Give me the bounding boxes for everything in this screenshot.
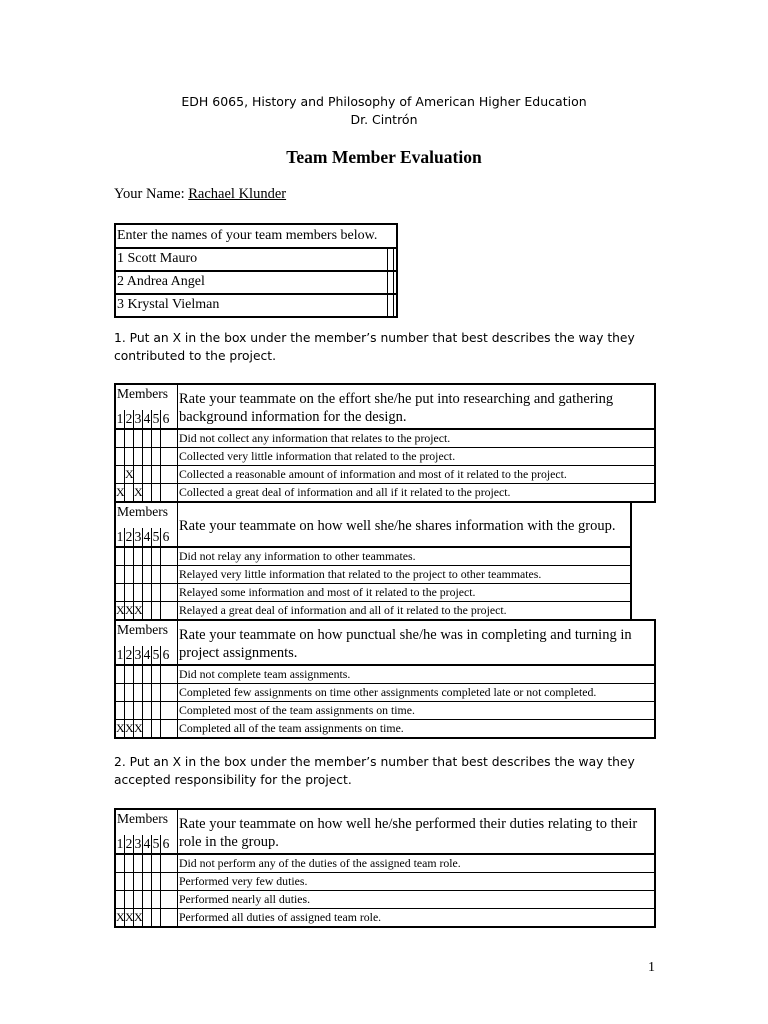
member-mark-cell[interactable]: X — [125, 910, 134, 924]
rating-description: Collected very little information that related to the project. — [179, 449, 456, 463]
rating-table-header — [116, 503, 630, 548]
member-mark-cell[interactable] — [143, 720, 152, 737]
member-number: 5 — [152, 836, 160, 851]
rating-table-sharing — [114, 501, 632, 621]
rating-table-research — [114, 383, 656, 503]
member-mark-cell[interactable]: X — [134, 910, 143, 924]
members-label: Members — [117, 386, 168, 401]
rating-table-header — [116, 385, 654, 430]
member-mark-cells — [116, 702, 178, 719]
member-mark-cell[interactable] — [143, 873, 152, 890]
member-mark-cell[interactable] — [161, 720, 171, 737]
member-mark-cell[interactable] — [134, 873, 143, 890]
member-mark-cell[interactable] — [125, 666, 134, 683]
member-mark-cell[interactable] — [116, 855, 125, 872]
member-mark-cell[interactable] — [125, 873, 134, 890]
member-mark-cell[interactable] — [116, 566, 125, 583]
member-mark-cell[interactable] — [152, 566, 161, 583]
member-mark-cell[interactable] — [125, 702, 134, 719]
rating-row — [116, 584, 630, 602]
member-mark-cells — [116, 430, 178, 447]
rating-row — [116, 873, 654, 891]
member-number: 5 — [152, 411, 160, 426]
member-mark-cell[interactable] — [134, 702, 143, 719]
member-mark-cells — [116, 584, 178, 601]
rating-question — [178, 621, 654, 664]
member-mark-cell[interactable] — [161, 873, 171, 890]
rating-row — [116, 702, 654, 720]
member-mark-cell[interactable] — [152, 484, 161, 501]
member-mark-cell[interactable] — [152, 855, 161, 872]
member-mark-cell[interactable] — [125, 548, 134, 565]
member-mark-cell[interactable] — [116, 702, 125, 719]
member-mark-cells — [116, 548, 178, 565]
member-mark-cell[interactable] — [143, 602, 152, 619]
course-line: EDH 6065, History and Philosophy of American Higher Education — [181, 94, 587, 109]
member-mark-cell[interactable] — [116, 548, 125, 565]
rating-description: Completed most of the team assignments on time. — [179, 703, 415, 717]
member-mark-cell[interactable] — [116, 448, 125, 465]
member-mark-cell[interactable] — [143, 666, 152, 683]
member-mark-cells — [116, 466, 178, 483]
team-member-row — [116, 272, 396, 295]
rating-description: Collected a great deal of information and all if it related to the project. — [179, 485, 511, 499]
member-mark-cells — [116, 484, 178, 501]
rating-description: Performed nearly all duties. — [179, 892, 311, 906]
member-mark-cell[interactable] — [134, 448, 143, 465]
team-members-header: Enter the names of your team members below. — [116, 225, 396, 249]
rating-question-text: Rate your teammate on the effort she/he put into researching and gathering background information for the design. — [179, 390, 614, 425]
member-mark-cells — [116, 566, 178, 583]
members-column-header — [116, 810, 178, 853]
rating-description: Relayed a great deal of information and all of it related to the project. — [179, 603, 507, 617]
rating-description: Did not collect any information that relates to the project. — [179, 431, 451, 445]
member-mark-cell[interactable] — [143, 855, 152, 872]
member-mark-cell[interactable] — [134, 584, 143, 601]
member-number: 3 — [134, 529, 142, 544]
rating-question — [178, 385, 654, 428]
rating-row — [116, 548, 630, 566]
rating-question-text: Rate your teammate on how punctual she/he was in completing and turning in project assignments. — [179, 626, 632, 661]
member-mark-cell[interactable]: X — [134, 721, 143, 735]
member-number: 4 — [143, 529, 151, 544]
team-member-name: 3 Krystal Vielman — [117, 297, 220, 312]
rating-row — [116, 720, 654, 737]
your-name-value: Rachael Klunder — [188, 186, 287, 202]
member-mark-cells — [116, 666, 178, 683]
member-number: 2 — [125, 529, 133, 544]
members-column-header — [116, 503, 178, 546]
member-mark-cell[interactable] — [161, 548, 171, 565]
member-number: 3 — [134, 647, 142, 662]
member-mark-cell[interactable] — [161, 891, 171, 908]
member-mark-cells — [116, 909, 178, 926]
member-number: 2 — [125, 647, 133, 662]
rating-description: Completed few assignments on time other assignments completed late or not completed. — [179, 685, 597, 699]
member-number: 3 — [134, 836, 142, 851]
rating-question — [178, 810, 654, 853]
member-mark-cell[interactable] — [143, 430, 152, 447]
member-number: 1 — [116, 647, 124, 662]
member-number: 5 — [152, 529, 160, 544]
rating-description: Did not complete team assignments. — [179, 667, 351, 681]
your-name-line — [114, 186, 286, 203]
member-mark-cell[interactable] — [134, 566, 143, 583]
member-mark-cells — [116, 873, 178, 890]
member-mark-cell[interactable] — [152, 430, 161, 447]
member-mark-cell[interactable] — [125, 566, 134, 583]
member-mark-cell[interactable] — [152, 891, 161, 908]
member-mark-cell[interactable] — [143, 684, 152, 701]
member-number: 4 — [143, 836, 151, 851]
rating-row — [116, 891, 654, 909]
member-number: 6 — [162, 647, 170, 662]
member-mark-cell[interactable] — [152, 448, 161, 465]
member-mark-cell[interactable] — [152, 873, 161, 890]
member-mark-cell[interactable] — [116, 666, 125, 683]
member-mark-cell[interactable] — [152, 584, 161, 601]
member-mark-cells — [116, 448, 178, 465]
member-number: 2 — [125, 411, 133, 426]
rating-row — [116, 430, 654, 448]
member-mark-cell[interactable]: X — [125, 467, 134, 481]
member-mark-cell[interactable] — [125, 484, 134, 501]
member-mark-cell[interactable] — [134, 548, 143, 565]
members-column-header — [116, 621, 178, 664]
member-mark-cell[interactable] — [125, 684, 134, 701]
member-mark-cell[interactable] — [152, 666, 161, 683]
team-member-name: 1 Scott Mauro — [117, 251, 198, 266]
member-mark-cell[interactable] — [134, 891, 143, 908]
member-mark-cell[interactable] — [125, 891, 134, 908]
rating-description: Did not perform any of the duties of the assigned team role. — [179, 856, 461, 870]
member-mark-cell[interactable] — [161, 602, 171, 619]
member-mark-cell[interactable] — [143, 484, 152, 501]
rating-description: Relayed very little information that related to the project to other teammates. — [179, 567, 542, 581]
member-mark-cell[interactable] — [161, 484, 171, 501]
rating-row — [116, 602, 630, 619]
team-member-name: 2 Andrea Angel — [117, 274, 205, 289]
member-mark-cell[interactable] — [125, 448, 134, 465]
member-mark-cell[interactable]: X — [134, 485, 143, 499]
members-label: Members — [117, 504, 168, 519]
rating-row — [116, 448, 654, 466]
member-number: 1 — [116, 411, 124, 426]
member-mark-cell[interactable] — [143, 891, 152, 908]
member-mark-cell[interactable]: X — [134, 603, 143, 617]
member-mark-cell[interactable] — [143, 584, 152, 601]
member-number: 5 — [152, 647, 160, 662]
rating-table-header — [116, 621, 654, 666]
member-mark-cell[interactable] — [161, 855, 171, 872]
member-mark-cell[interactable] — [161, 702, 171, 719]
member-mark-cell[interactable] — [125, 430, 134, 447]
member-mark-cell[interactable] — [134, 855, 143, 872]
members-column-header — [116, 385, 178, 428]
member-number: 4 — [143, 647, 151, 662]
member-mark-cell[interactable] — [116, 430, 125, 447]
member-mark-cell[interactable] — [152, 602, 161, 619]
rating-description: Completed all of the team assignments on time. — [179, 721, 404, 735]
rating-row — [116, 566, 630, 584]
member-mark-cell[interactable] — [152, 466, 161, 483]
instructor-line: Dr. Cintrón — [350, 112, 418, 127]
member-mark-cell[interactable] — [161, 466, 171, 483]
member-mark-cell[interactable] — [143, 466, 152, 483]
member-number: 6 — [162, 411, 170, 426]
rating-description: Did not relay any information to other teammates. — [179, 549, 416, 563]
member-mark-cells — [116, 602, 178, 619]
member-number: 6 — [162, 529, 170, 544]
member-mark-cell[interactable] — [152, 684, 161, 701]
member-mark-cell[interactable] — [134, 666, 143, 683]
member-mark-cells — [116, 855, 178, 872]
rating-table-punctuality — [114, 619, 656, 739]
member-mark-cell[interactable] — [152, 702, 161, 719]
member-number: 4 — [143, 411, 151, 426]
member-mark-cell[interactable] — [161, 684, 171, 701]
rating-row — [116, 466, 654, 484]
section1-instruction: 1. Put an X in the box under the member’s number that best describes the way they contributed to the project. — [114, 331, 635, 363]
member-mark-cell[interactable] — [143, 909, 152, 926]
member-mark-cell[interactable]: X — [116, 910, 125, 924]
member-mark-cell[interactable] — [161, 666, 171, 683]
rating-question-text: Rate your teammate on how well he/she performed their duties relating to their role in the group. — [179, 815, 638, 850]
member-mark-cell[interactable]: X — [125, 721, 134, 735]
member-mark-cell[interactable] — [116, 466, 125, 483]
rating-row — [116, 855, 654, 873]
member-mark-cell[interactable] — [152, 720, 161, 737]
team-member-row — [116, 295, 396, 316]
members-label: Members — [117, 622, 168, 637]
member-mark-cell[interactable] — [152, 548, 161, 565]
member-mark-cell[interactable] — [143, 548, 152, 565]
member-mark-cell[interactable] — [161, 566, 171, 583]
page-number: 1 — [648, 960, 655, 975]
member-mark-cell[interactable] — [143, 566, 152, 583]
rating-description: Performed very few duties. — [179, 874, 308, 888]
member-mark-cell[interactable] — [116, 891, 125, 908]
member-mark-cells — [116, 891, 178, 908]
rating-description: Collected a reasonable amount of information and most of it related to the project. — [179, 467, 567, 481]
member-mark-cell[interactable]: X — [116, 721, 125, 735]
rating-row — [116, 684, 654, 702]
member-mark-cell[interactable] — [161, 584, 171, 601]
rating-row — [116, 484, 654, 501]
member-mark-cell[interactable] — [152, 909, 161, 926]
rating-question-text: Rate your teammate on how well she/he shares information with the group. — [179, 517, 616, 534]
member-mark-cell[interactable] — [116, 873, 125, 890]
rating-description: Relayed some information and most of it related to the project. — [179, 585, 476, 599]
member-mark-cell[interactable] — [143, 702, 152, 719]
member-mark-cell[interactable]: X — [116, 603, 125, 617]
members-label: Members — [117, 811, 168, 826]
member-mark-cell[interactable]: X — [116, 485, 125, 499]
member-mark-cells — [116, 684, 178, 701]
member-mark-cell[interactable] — [161, 448, 171, 465]
member-mark-cell[interactable] — [116, 584, 125, 601]
member-mark-cell[interactable] — [134, 430, 143, 447]
member-mark-cells — [116, 720, 178, 737]
page-title: Team Member Evaluation — [286, 147, 482, 167]
member-number: 1 — [116, 836, 124, 851]
member-mark-cell[interactable] — [116, 684, 125, 701]
member-number: 1 — [116, 529, 124, 544]
member-number: 3 — [134, 411, 142, 426]
member-number: 2 — [125, 836, 133, 851]
member-mark-cell[interactable] — [125, 855, 134, 872]
section2-instruction: 2. Put an X in the box under the member’s number that best describes the way they accepted responsibility for the project. — [114, 755, 635, 787]
member-mark-cell[interactable] — [161, 430, 171, 447]
member-mark-cell[interactable] — [134, 466, 143, 483]
member-mark-cell[interactable]: X — [125, 603, 134, 617]
team-member-row — [116, 249, 396, 272]
rating-row — [116, 666, 654, 684]
member-mark-cell[interactable] — [125, 584, 134, 601]
rating-table-header — [116, 810, 654, 855]
member-mark-cell[interactable] — [143, 448, 152, 465]
your-name-label: Your Name: — [114, 186, 185, 202]
rating-description: Performed all duties of assigned team role. — [179, 910, 382, 924]
team-members-table — [114, 223, 398, 318]
member-number: 6 — [162, 836, 170, 851]
member-mark-cell[interactable] — [161, 909, 171, 926]
rating-row — [116, 909, 654, 926]
member-mark-cell[interactable] — [134, 684, 143, 701]
rating-question — [178, 503, 630, 546]
rating-table-duties — [114, 808, 656, 928]
